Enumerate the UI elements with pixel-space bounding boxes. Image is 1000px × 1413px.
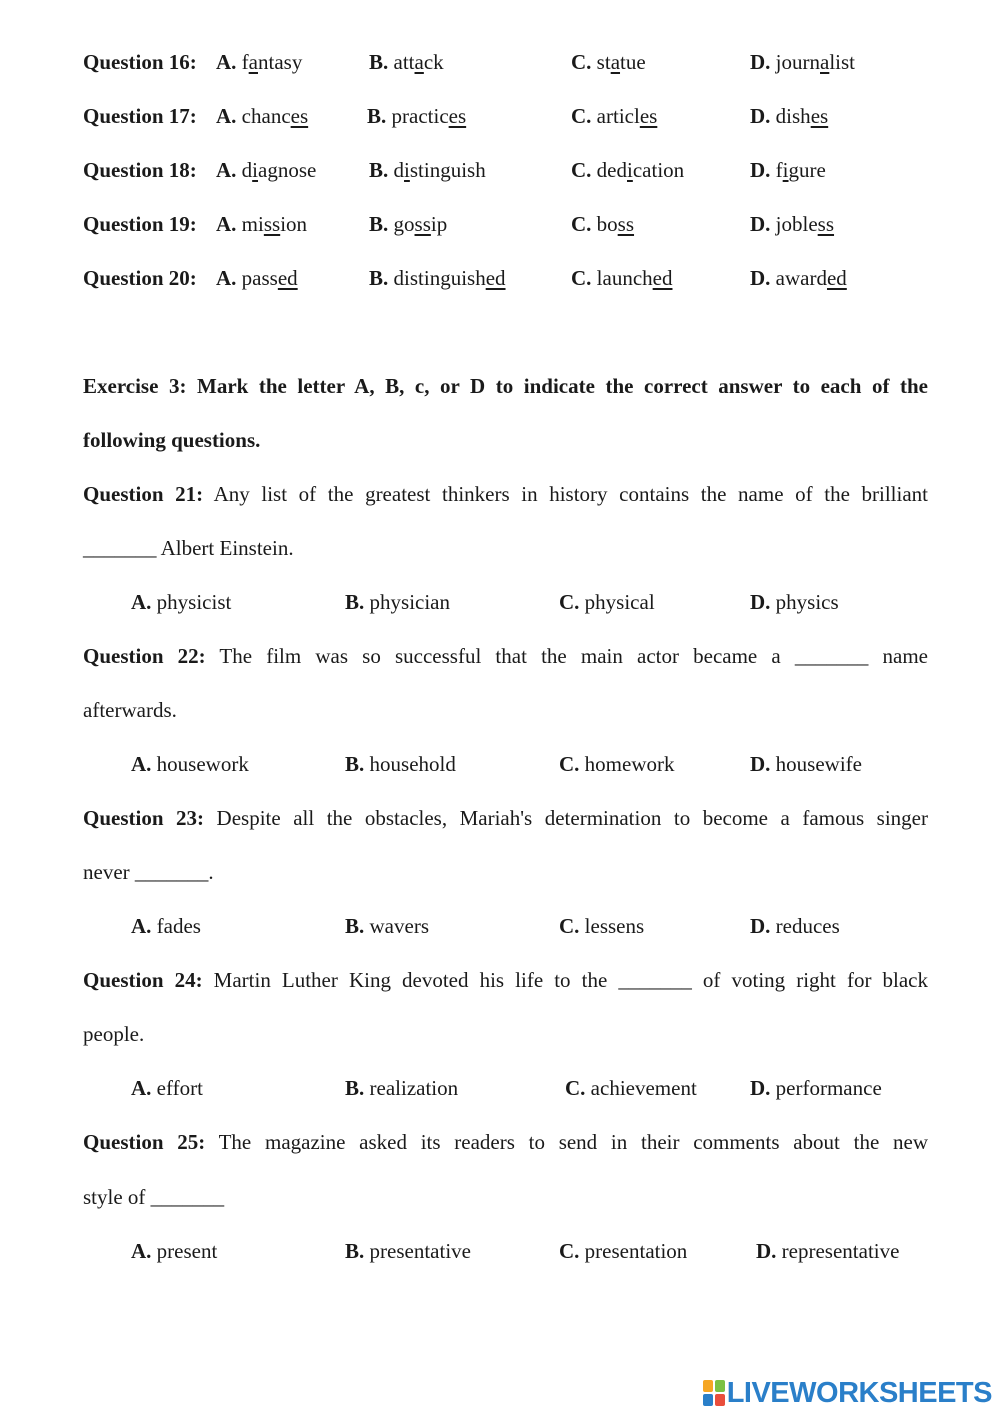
option-b[interactable]: B. wavers xyxy=(345,914,429,938)
question-label: Question 20: xyxy=(83,266,197,290)
question-stem: Question 21: Any list of the greatest thinkers in history contains the name of the brilliant xyxy=(83,482,929,506)
option-c[interactable]: C. lessens xyxy=(559,914,645,938)
question-stem-cont: _______ Albert Einstein. xyxy=(83,536,294,560)
option-a[interactable]: A. present xyxy=(131,1239,218,1263)
option-a[interactable]: A. housework xyxy=(131,752,249,776)
option-c[interactable]: C. homework xyxy=(559,752,675,776)
option-c[interactable]: C. articles xyxy=(571,104,658,128)
question-stem: Question 24: Martin Luther King devoted his life to the _______ of voting right for black xyxy=(83,968,929,992)
option-a[interactable]: A. mission xyxy=(216,212,308,236)
question-stem: Question 22: The film was so successful that the main actor became a _______ name xyxy=(83,644,928,668)
question-stem-cont: afterwards. xyxy=(83,698,177,722)
question-stem: Question 25: The magazine asked its readers to send in their comments about the new xyxy=(83,1130,928,1154)
option-b[interactable]: B. household xyxy=(345,752,456,776)
option-c[interactable]: C. physical xyxy=(559,590,655,614)
option-d[interactable]: D. reduces xyxy=(750,914,840,938)
logo-text: LIVEWORKSHEETS xyxy=(726,1376,992,1409)
option-b[interactable]: B. distinguished xyxy=(369,266,506,290)
option-d[interactable]: D. representative xyxy=(756,1239,900,1263)
logo-blocks-icon xyxy=(703,1380,725,1406)
option-a[interactable]: A. physicist xyxy=(131,590,232,614)
question-stem-cont: people. xyxy=(83,1022,145,1046)
question-stem-cont: never _______. xyxy=(83,860,214,884)
option-b[interactable]: B. presentative xyxy=(345,1239,471,1263)
question-label: Question 18: xyxy=(83,158,197,182)
liveworksheets-logo xyxy=(703,1376,992,1410)
option-a[interactable]: A. fantasy xyxy=(216,50,303,74)
option-d[interactable]: D. jobless xyxy=(750,212,835,236)
question-label: Question 19: xyxy=(83,212,197,236)
option-d[interactable]: D. figure xyxy=(750,158,826,182)
option-a[interactable]: A. diagnose xyxy=(216,158,317,182)
option-d[interactable]: D. physics xyxy=(750,590,839,614)
option-b[interactable]: B. practices xyxy=(367,104,467,128)
option-d[interactable]: D. performance xyxy=(750,1076,882,1100)
option-c[interactable]: C. dedication xyxy=(571,158,685,182)
exercise-heading-cont: following questions. xyxy=(83,428,261,452)
option-c[interactable]: C. statue xyxy=(571,50,646,74)
option-b[interactable]: B. attack xyxy=(369,50,444,74)
option-d[interactable]: D. awarded xyxy=(750,266,847,290)
option-b[interactable]: B. distinguish xyxy=(369,158,486,182)
option-b[interactable]: B. realization xyxy=(345,1076,459,1100)
option-c[interactable]: C. presentation xyxy=(559,1239,688,1263)
option-b[interactable]: B. gossip xyxy=(369,212,448,236)
question-label: Question 17: xyxy=(83,104,197,128)
option-c[interactable]: C. boss xyxy=(571,212,635,236)
option-d[interactable]: D. journalist xyxy=(750,50,856,74)
option-a[interactable]: A. chances xyxy=(216,104,309,128)
option-a[interactable]: A. effort xyxy=(131,1076,203,1100)
question-stem: Question 23: Despite all the obstacles, Mariah's determination to become a famous singer xyxy=(83,806,928,830)
option-a[interactable]: A. fades xyxy=(131,914,201,938)
question-stem-cont: style of _______ xyxy=(83,1185,225,1209)
option-a[interactable]: A. passed xyxy=(216,266,298,290)
option-d[interactable]: D. housewife xyxy=(750,752,862,776)
option-b[interactable]: B. physician xyxy=(345,590,450,614)
question-label: Question 16: xyxy=(83,50,197,74)
exercise-heading: Exercise 3: Mark the letter A, B, c, or D to indicate the correct answer to each of the xyxy=(83,374,928,398)
option-d[interactable]: D. dishes xyxy=(750,104,829,128)
option-c[interactable]: C. launched xyxy=(571,266,673,290)
option-c[interactable]: C. achievement xyxy=(565,1076,697,1100)
